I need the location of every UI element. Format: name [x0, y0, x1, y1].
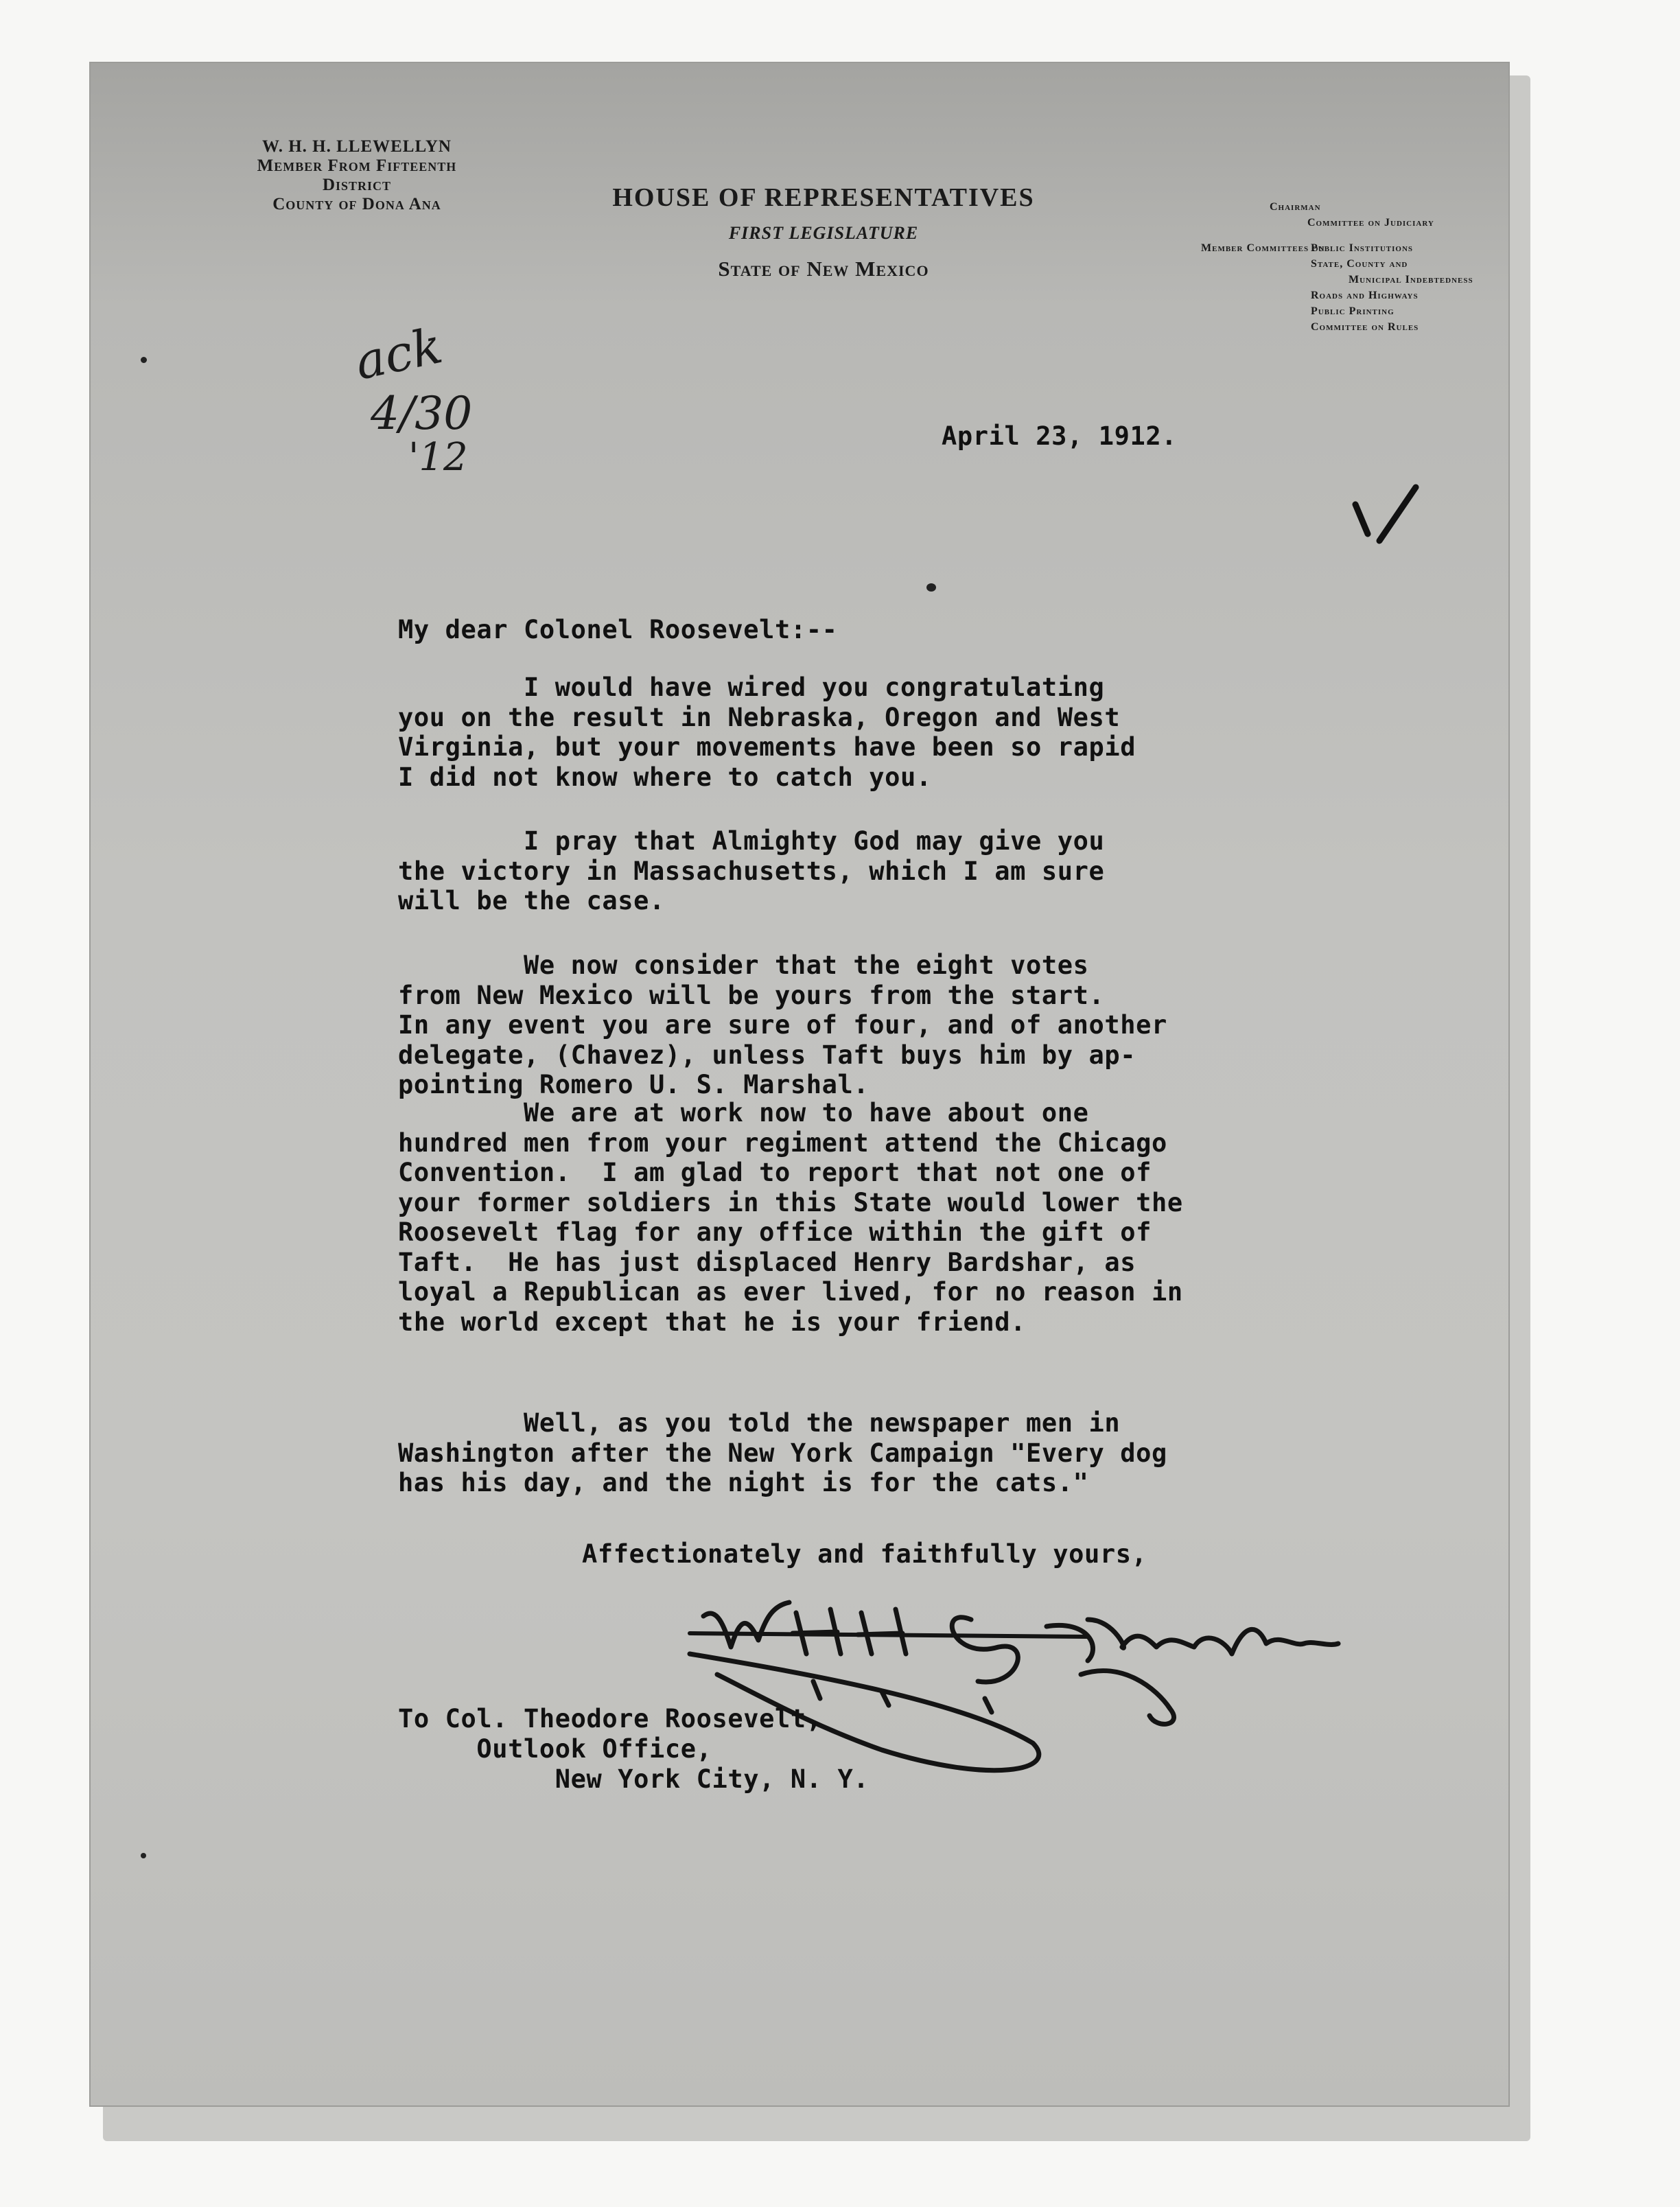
stray-dot	[926, 583, 936, 592]
paragraph-2: I pray that Almighty God may give you the victory in Massachusetts, which I am sure will be the case.	[398, 826, 1105, 915]
committee-municipal-indebtedness: Municipal Indebtedness	[1349, 274, 1473, 285]
stray-dot	[141, 357, 147, 363]
letterhead-center	[480, 180, 1167, 287]
check-mark-icon	[1349, 480, 1424, 556]
chairman-label: Chairman	[1270, 201, 1321, 213]
judiciary-committee: Committee on Judiciary	[1307, 217, 1434, 229]
handwritten-ack-note	[343, 309, 480, 487]
salutation: My dear Colonel Roosevelt:--	[398, 615, 838, 644]
ack-year-text: '12	[408, 435, 468, 480]
member-name: W. H. H. LLEWELLYN	[262, 137, 452, 156]
paragraph-3: We now consider that the eight votes from New Mexico will be yours from the start. In any event you are sure of four, and of another delegate, (Chavez), unless Taft buys him by ap- pointing Romero U. S. Marshal.	[398, 950, 1167, 1099]
ack-text: ack	[350, 316, 447, 391]
ack-date-text: 4/30	[371, 387, 473, 440]
committee-public-institutions: Public Institutions	[1311, 242, 1414, 254]
paragraph-1: I would have wired you congratulating you on the result in Nebraska, Oregon and West Virginia, but your movements have been so rapid I did not know where to catch you.	[398, 673, 1136, 792]
member-committees-label: Member Committees on	[1201, 242, 1325, 254]
paragraph-4: We are at work now to have about one hundred men from your regiment attend the Chicago Convention. I am glad to report that not one of your former soldiers in this State would lower the Roosevelt flag for any office within the gift of Taft. He has just displaced Henry Bardshar, as loyal a Republican as ever lived, for no reason in the world except that he is your friend.	[398, 1098, 1183, 1337]
paragraph-5: Well, as you told the newspaper men in Washington after the New York Campaign "Every dog has his day, and the night is for the cats."	[398, 1408, 1167, 1497]
member-district-line: Member From Fifteenth	[257, 156, 457, 175]
committee-roads-highways: Roads and Highways	[1311, 290, 1419, 301]
member-county: County of Dona Ana	[272, 195, 441, 213]
letter-date: April 23, 1912.	[942, 421, 1178, 451]
committee-public-printing: Public Printing	[1311, 305, 1395, 317]
member-district: District	[322, 176, 392, 194]
stray-dot	[141, 1853, 146, 1858]
legislature-subtitle: FIRST LEGISLATURE	[728, 223, 919, 243]
state-name: State of New Mexico	[718, 257, 929, 281]
committee-rules: Committee on Rules	[1311, 321, 1419, 333]
letterhead-right	[1201, 199, 1473, 335]
addressee-block: To Col. Theodore Roosevelt, Outlook Office, New York City, N. Y.	[398, 1704, 870, 1794]
committee-state-county: State, County and	[1311, 258, 1408, 270]
closing: Affectionately and faithfully yours,	[582, 1539, 1147, 1569]
house-title: HOUSE OF REPRESENTATIVES	[612, 183, 1035, 212]
